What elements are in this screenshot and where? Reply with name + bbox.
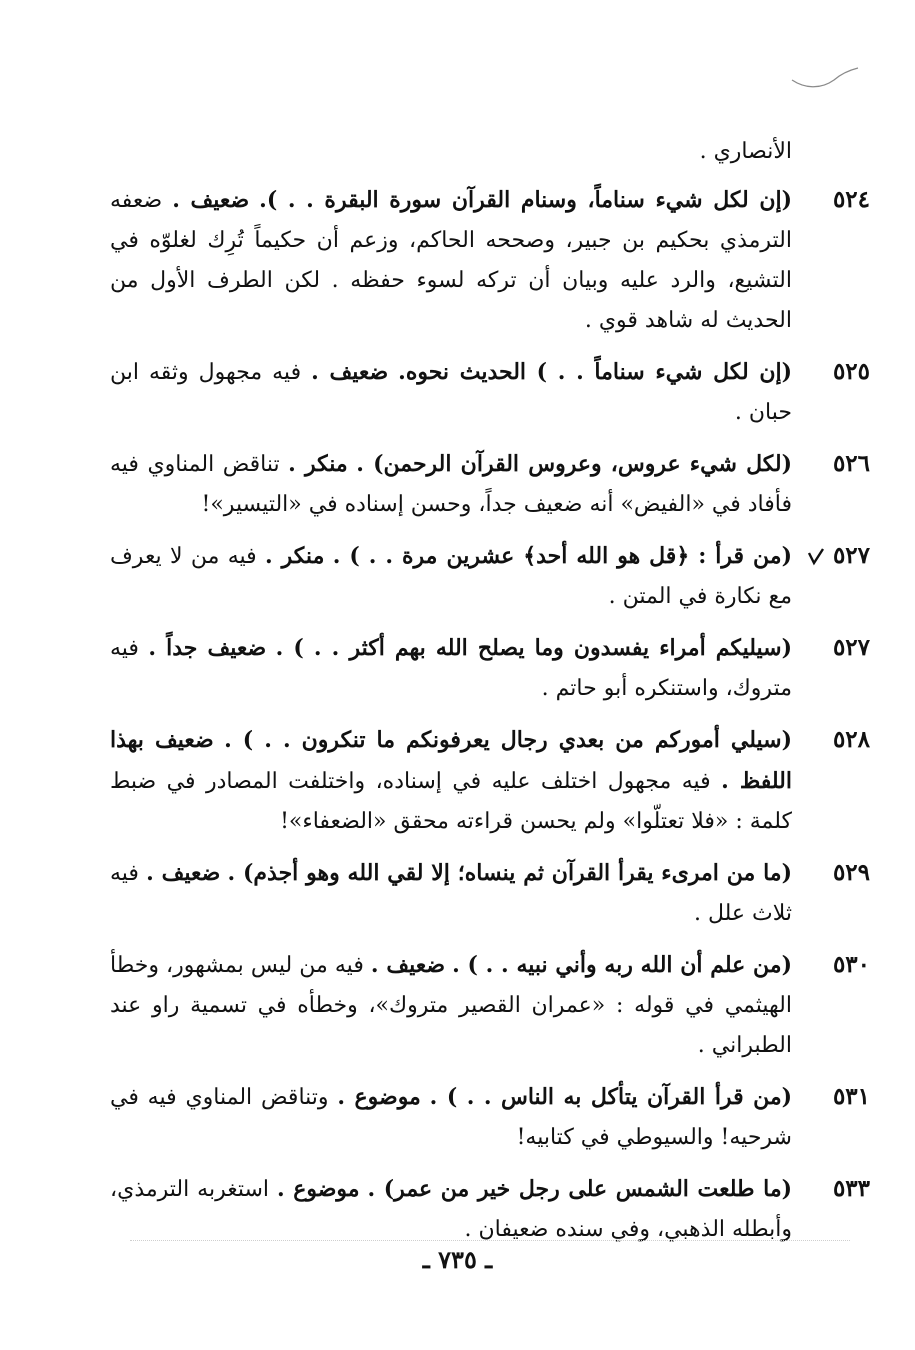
handwritten-tick-icon — [807, 547, 825, 567]
comment: تناقض المناوي فيه فأفاد في «الفيض» أنه ضعيف جداً، وحسن إسناده في «التيسير»! — [110, 452, 792, 517]
comment: فيه مجهول اختلف عليه في إسناده، واختلفت المصادر في ضبط كلمة : «فلا تعتلّوا» ولم يحسن قراءته محقق «الضعفاء»! — [110, 769, 792, 834]
hadith-entry — [110, 720, 870, 842]
verdict: ضعيف . — [172, 187, 250, 213]
verdict: ضعيف بهذا اللفظ . — [110, 727, 792, 794]
hadith-text: (سيليكم أمراء يفسدون وما يصلح الله بهم أكثر . . ) . — [275, 635, 792, 661]
entry-number: ٥٢٤ — [832, 186, 870, 213]
hadith-text: (ما طلعت الشمس على رجل خير من عمر) . — [367, 1176, 793, 1202]
hadith-text: (لكل شيء عروس، وعروس القرآن الرحمن) . — [356, 451, 793, 477]
hadith-entry — [110, 180, 870, 341]
entry-number: ٥٢٥ — [832, 358, 870, 385]
continued-line: الأنصاري . — [699, 139, 792, 164]
entry-body — [110, 853, 792, 934]
hadith-text: (إن لكل شيء سناماً . . ) الحديث نحوه. — [398, 359, 792, 385]
hadith-text: (إن لكل شيء سناماً، وسنام القرآن سورة البقرة . . ). — [259, 187, 793, 213]
entry-number-with-tick — [792, 536, 870, 576]
entry-body — [110, 352, 792, 433]
comment: استغربه الترمذي، وأبطله الذهبي، وفي سنده ضعيفان . — [110, 1177, 792, 1242]
hadith-text: (من علم أن الله ربه وأني نبيه . . ) . — [452, 952, 792, 978]
verdict: ضعيف . — [370, 952, 446, 978]
hadith-text: (سيلي أموركم من بعدي رجال يعرفونكم ما تنكرون . . ) . — [224, 727, 792, 753]
comment: فيه متروك، واستنكره أبو حاتم . — [110, 636, 792, 701]
entry-number: ٥٢٧ — [832, 542, 870, 569]
comment: فيه من لا يعرف مع نكارة في المتن . — [110, 544, 792, 609]
verdict: موضوع . — [337, 1084, 421, 1110]
entry-body — [110, 628, 792, 709]
entry-number: ٥٣١ — [832, 1083, 870, 1110]
entry-number: ٥٢٩ — [832, 859, 870, 886]
comment: فيه ثلاث علل . — [110, 861, 792, 926]
entry-number: ٥٢٦ — [832, 450, 870, 477]
verdict: ضعيف . — [146, 860, 221, 886]
comment: فيه من ليس بمشهور، وخطأ الهيثمي في قوله : «عمران القصير متروك»، وخطأه في تسمية راو عند الطبراني . — [110, 953, 792, 1058]
page-number: ـ ٧٣٥ ـ — [422, 1245, 493, 1274]
entry-body — [110, 444, 792, 525]
entry-number: ٥٢٨ — [832, 726, 870, 753]
comment: ضعفه الترمذي بحكيم بن جبير، وصححه الحاكم، وزعم أن حكيماً تُرِك لغلوّه في التشيع، والرد عليه وبيان أن تركه لسوء حفظه . لكن الطرف الأول من الحديث له شاهد قوي . — [110, 188, 792, 333]
entry-body — [110, 536, 792, 617]
scan-dot-line — [130, 1240, 850, 1243]
entry-body — [110, 720, 792, 842]
hadith-text: (من قرأ القرآن يتأكل به الناس . . ) . — [429, 1084, 793, 1110]
hadith-entry — [110, 1169, 870, 1250]
scan-pen-mark — [790, 58, 860, 98]
comment: وتناقض المناوي فيه في شرحيه! والسيوطي في كتابيه! — [110, 1085, 792, 1150]
hadith-entry — [110, 628, 870, 709]
verdict: موضوع . — [276, 1176, 360, 1202]
hadith-text: (ما من امرىء يقرأ القرآن ثم ينساه؛ إلا لقي الله وهو أجذم) . — [227, 860, 792, 886]
hadith-entry — [110, 444, 870, 525]
entry-number: ٥٣٠ — [832, 951, 870, 978]
verdict: منكر . — [265, 543, 325, 569]
entry-body — [110, 180, 792, 341]
verdict: ضعيف جداً . — [148, 635, 267, 661]
entry-number: ٥٣٣ — [832, 1175, 870, 1202]
entry-body — [110, 1169, 792, 1250]
hadith-entry — [110, 536, 870, 617]
hadith-entry — [110, 853, 870, 934]
entry-body — [110, 945, 792, 1066]
entry-number: ٥٢٧ — [832, 634, 870, 661]
hadith-entry — [110, 1077, 870, 1158]
hadith-text: (من قرأ : ﴿قل هو الله أحد﴾ عشرين مرة . . ) . — [332, 543, 792, 569]
comment: فيه مجهول وثقه ابن حبان . — [110, 360, 792, 425]
verdict: منكر . — [288, 451, 348, 477]
hadith-entry — [110, 945, 870, 1066]
hadith-entry — [110, 352, 870, 433]
entry-body — [110, 1077, 792, 1158]
document-page — [110, 132, 870, 1261]
verdict: ضعيف . — [311, 359, 389, 385]
